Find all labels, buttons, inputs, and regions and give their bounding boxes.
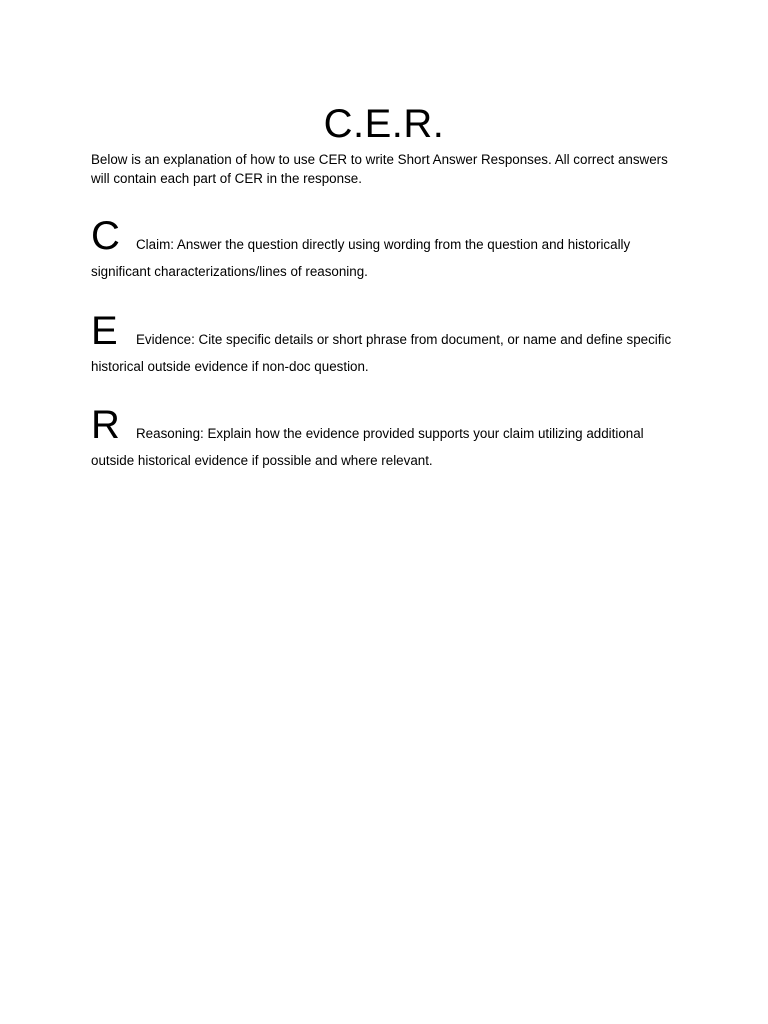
claim-letter: C bbox=[91, 214, 120, 258]
evidence-letter: E bbox=[91, 309, 118, 353]
document-title: C.E.R. bbox=[323, 102, 445, 146]
evidence-section bbox=[91, 311, 681, 380]
intro-paragraph: Below is an explanation of how to use CER to write Short Answer Responses. All correct answers will contain each part of CER in the response. bbox=[91, 152, 668, 186]
reasoning-letter: R bbox=[91, 403, 120, 447]
claim-text: Claim: Answer the question directly using wording from the question and historically significant characterizations/lines of reasoning. bbox=[91, 237, 631, 279]
evidence-text: Evidence: Cite specific details or short phrase from document, or name and define specific historical outside evidence if non-doc question. bbox=[91, 332, 672, 374]
reasoning-text: Reasoning: Explain how the evidence provided supports your claim utilizing additional outside historical evidence if possible and where relevant. bbox=[91, 426, 644, 468]
claim-section bbox=[91, 216, 681, 285]
reasoning-section bbox=[91, 405, 681, 474]
